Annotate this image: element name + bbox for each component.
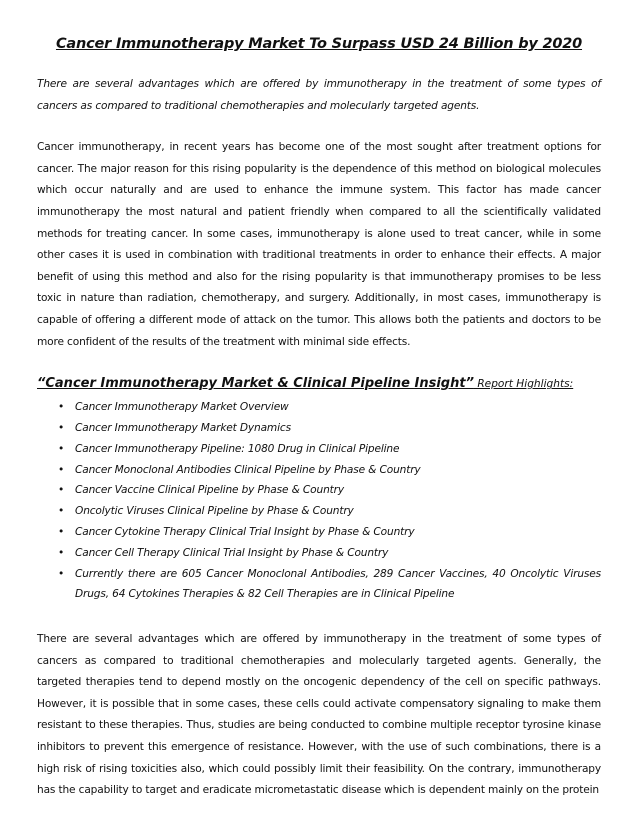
list-item <box>58 564 601 606</box>
list-item-text: Cancer Monoclonal Antibodies Clinical Pipeline by Phase & Country <box>75 463 421 476</box>
bullet-icon: • <box>58 401 65 414</box>
body-paragraph-2: There are several advantages which are offered by immunotherapy in the treatment of some types of cancers as compared to traditional chemotherapies and molecularly targeted agents. Generally, the targeted therapies tend to depend mostly on the oncogenic dependency of the cell on specific pathways. However, it is possible that in some cases, these cells could activate compensatory signaling to make them resistant to these therapies. Thus, studies are being conducted to combine multiple receptor tyrosine kinase inhibitors to prevent this emergence of resistance. However, with the use of such combinations, there is a high risk of rising toxicities also, which could possibly limit their feasibility. On the contrary, immunotherapy has the capability to target and eradicate micrometastatic disease which is dependent mainly on the protein <box>37 633 601 797</box>
list-item <box>58 501 601 522</box>
list-item-text: Currently there are 605 Cancer Monoclonal Antibodies, 289 Cancer Vaccines, 40 Oncolytic Viruses Drugs, 64 Cytokines Therapies & 82 Cell Therapies are in Clinical Pipeline <box>75 567 601 601</box>
intro-paragraph: There are several advantages which are offered by immunotherapy in the treatment of some types of cancers as compared to traditional chemotherapies and molecularly targeted agents. <box>37 78 601 112</box>
bullet-icon: • <box>58 463 65 476</box>
body-paragraph-1: Cancer immunotherapy, in recent years has become one of the most sought after treatment options for cancer. The major reason for this rising popularity is the dependence of this method on biological molecules which occur naturally and are used to enhance the immune system. This factor has made cancer immunotherapy the most natural and patient friendly when compared to all the scientifically validated methods for treating cancer. In some cases, immunotherapy is alone used to treat cancer, while in some other cases it is used in combination with traditional treatments in order to enhance their effects. A major benefit of using this method and also for the rising popularity is that immunotherapy promises to be less toxic in nature than radiation, chemotherapy, and surgery. Additionally, in most cases, immunotherapy is capable of offering a different mode of attack on the tumor. This allows both the patients and doctors to be more confident of the results of the treatment with minimal side effects. <box>37 141 601 348</box>
list-item <box>58 460 601 481</box>
list-item-text: Oncolytic Viruses Clinical Pipeline by Phase & Country <box>75 505 354 518</box>
report-title: “Cancer Immunotherapy Market & Clinical Pipeline Insight” <box>37 376 474 392</box>
list-item-text: Cancer Immunotherapy Market Overview <box>75 401 289 414</box>
bullet-icon: • <box>58 505 65 518</box>
bullet-icon: • <box>58 421 65 434</box>
highlights-list <box>37 397 601 605</box>
list-item <box>58 397 601 418</box>
list-item-text: Cancer Vaccine Clinical Pipeline by Phase & Country <box>75 484 344 497</box>
list-item-text: Cancer Immunotherapy Pipeline: 1080 Drug in Clinical Pipeline <box>75 442 400 455</box>
list-item-text: Cancer Cell Therapy Clinical Trial Insight by Phase & Country <box>75 546 389 559</box>
list-item <box>58 522 601 543</box>
highlights-suffix: Report Highlights: <box>473 378 574 391</box>
list-item-text: Cancer Immunotherapy Market Dynamics <box>75 421 291 434</box>
list-item <box>58 439 601 460</box>
list-item <box>58 480 601 501</box>
bullet-icon: • <box>58 442 65 455</box>
list-item <box>58 418 601 439</box>
highlights-heading <box>37 373 601 395</box>
bullet-icon: • <box>58 567 65 580</box>
list-item-text: Cancer Cytokine Therapy Clinical Trial Insight by Phase & Country <box>75 525 415 538</box>
page-title: Cancer Immunotherapy Market To Surpass USD 24 Billion by 2020 <box>55 36 583 52</box>
bullet-icon: • <box>58 484 65 497</box>
bullet-icon: • <box>58 525 65 538</box>
list-item <box>58 543 601 564</box>
bullet-icon: • <box>58 546 65 559</box>
